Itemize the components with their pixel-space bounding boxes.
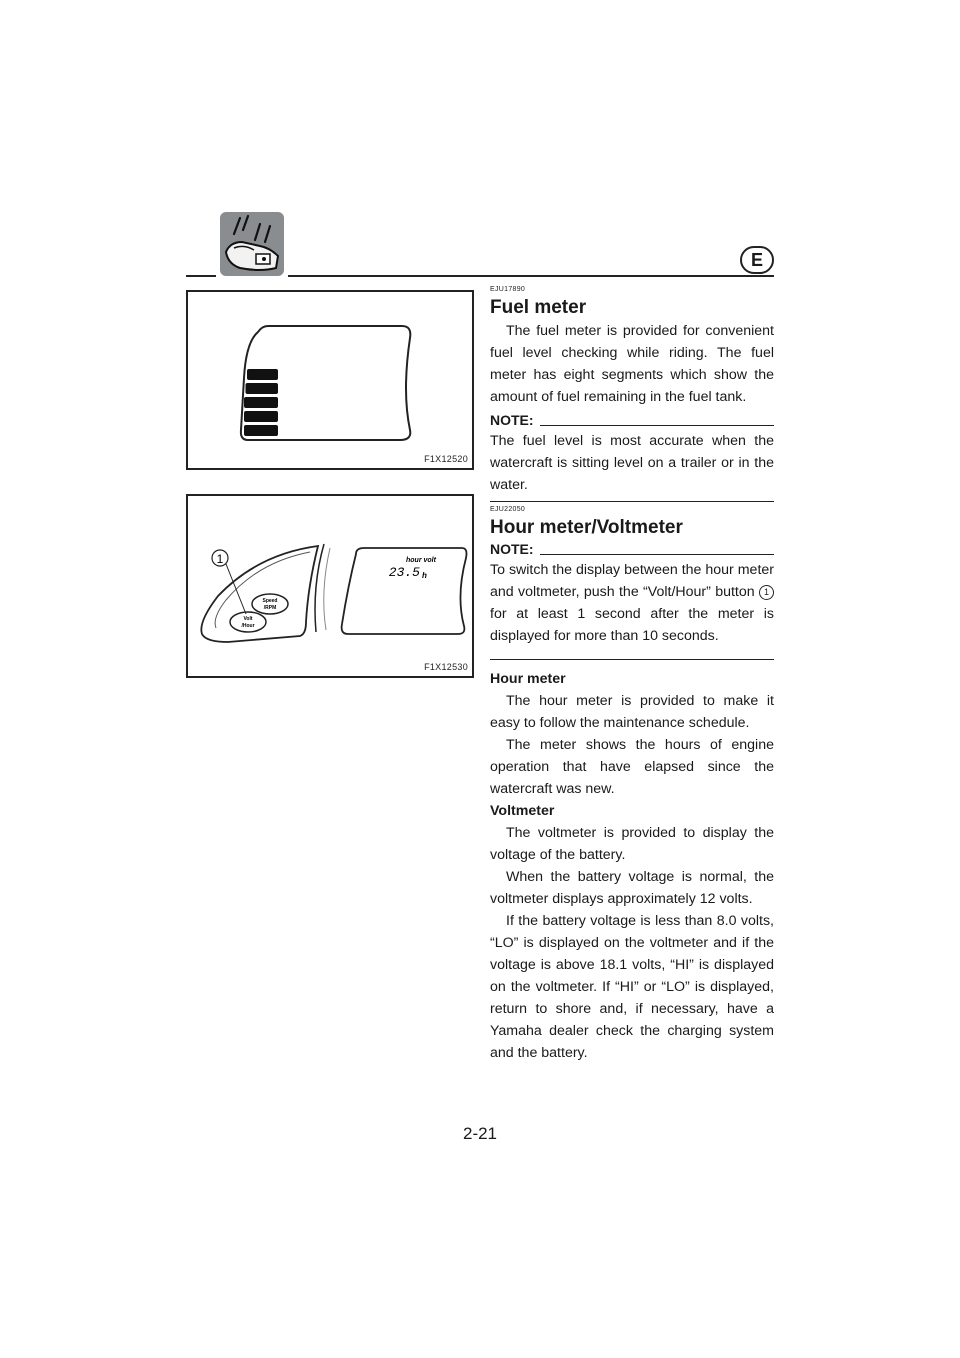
section-title: Fuel meter xyxy=(490,297,587,318)
fuel-segment xyxy=(246,383,279,394)
watercraft-icon xyxy=(220,212,284,276)
callout-reference: 1 xyxy=(759,585,774,600)
volt-hour-button[interactable] xyxy=(230,612,266,632)
volt-hour-label-2: /Hour xyxy=(241,623,255,629)
figure-code: F1X12530 xyxy=(424,662,468,672)
note-text xyxy=(490,559,774,647)
fuel-segment xyxy=(247,369,278,380)
note-label: NOTE: xyxy=(490,412,534,428)
fuel-meter-figure xyxy=(186,290,474,470)
note-text-part2: for at least 1 second after the meter is displayed for more than 10 seconds. xyxy=(490,606,774,644)
note-text: The fuel level is most accurate when the watercraft is sitting level on a trailer or in the water. xyxy=(490,433,774,493)
hour-meter-section xyxy=(490,506,774,1064)
note-label: NOTE: xyxy=(490,541,534,557)
display-unit: h xyxy=(422,571,427,580)
note-end-rule xyxy=(490,501,774,502)
paragraph: The voltmeter is provided to display the voltage of the battery. xyxy=(490,825,774,863)
header-rule-left xyxy=(186,275,216,277)
header-rule-right xyxy=(288,275,774,277)
display-value: 23.5 xyxy=(388,565,420,580)
figure-code: F1X12520 xyxy=(424,454,468,464)
lcd-display xyxy=(342,548,467,634)
page-number: 2-21 xyxy=(462,1124,498,1143)
subheading-voltmeter: Voltmeter xyxy=(490,803,555,819)
volt-hour-label-1: Volt xyxy=(243,616,253,622)
paragraph: The fuel meter is provided for convenient fuel level checking while riding. The fuel meter has eight segments which show the amount of fuel remaining in the fuel tank. xyxy=(490,323,774,405)
fuel-segment xyxy=(244,397,278,408)
speed-rpm-button[interactable] xyxy=(252,594,288,614)
hour-meter-figure xyxy=(186,494,474,678)
fuel-segment xyxy=(244,425,278,436)
callout-number: 1 xyxy=(216,552,224,566)
language-badge: E xyxy=(740,246,774,274)
fuel-meter-section xyxy=(490,286,774,502)
note-heading xyxy=(490,539,774,559)
display-labels: hour volt xyxy=(406,557,436,564)
speed-rpm-label-1: Speed xyxy=(262,598,278,604)
note-end-rule xyxy=(490,659,774,660)
section-code: EJU22050 xyxy=(490,506,526,513)
fuel-meter-illustration xyxy=(188,292,472,468)
section-code: EJU17890 xyxy=(490,286,526,293)
subheading-hour-meter: Hour meter xyxy=(490,671,566,687)
hour-meter-illustration xyxy=(188,496,472,676)
fuel-segment xyxy=(244,411,278,422)
paragraph: The hour meter is provided to make it easy to follow the maintenance schedule. xyxy=(490,693,774,731)
speed-rpm-label-2: /RPM xyxy=(263,605,277,611)
paragraph: If the battery voltage is less than 8.0 volts, “LO” is displayed on the voltmeter and if the voltage is above 18.1 volts, “HI” is displayed on the voltmeter. If “HI” or “LO” is displayed, return to shore and, if necessary, have a Yamaha dealer check the charging system and the battery. xyxy=(490,913,774,1061)
section-title: Hour meter/Voltmeter xyxy=(490,517,683,538)
paragraph: When the battery voltage is normal, the voltmeter displays approximately 12 volts. xyxy=(490,869,774,907)
paragraph: The meter shows the hours of engine operation that have elapsed since the watercraft was new. xyxy=(490,737,774,797)
note-text-part1: To switch the display between the hour meter and voltmeter, push the “Volt/Hour” button xyxy=(490,562,774,600)
note-heading xyxy=(490,410,774,430)
